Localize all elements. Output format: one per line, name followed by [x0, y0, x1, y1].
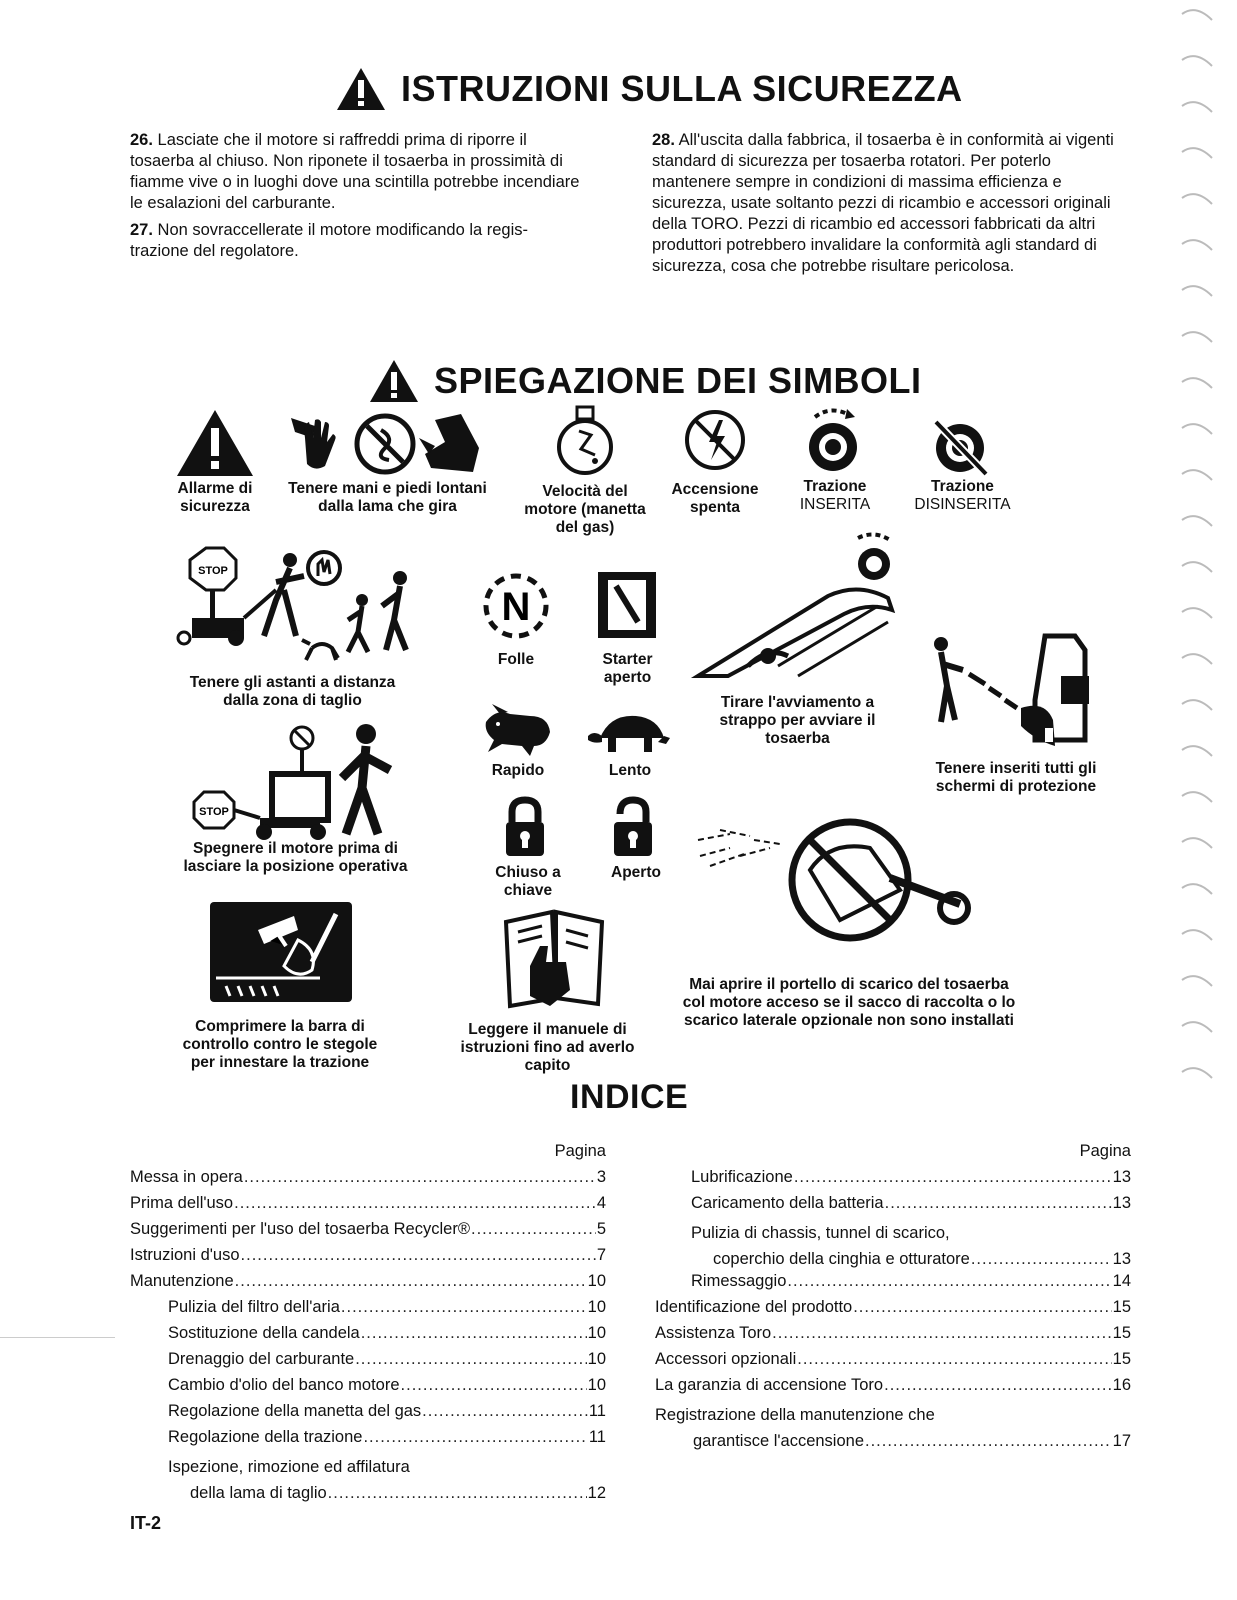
index-title: INDICE — [570, 1078, 689, 1116]
safety-item-26: 26. Lasciate che il motore si raffreddi prima di riporre il tosaerba al chiuso. Non riponete il tosaerba in prossimità di fiamme vive o in luoghi dove una scintilla potrebbe incendiare le esalazioni del carburante. — [130, 131, 580, 212]
stop-sign-text: STOP — [198, 565, 228, 577]
caption-alarm: Allarme di sicurezza — [177, 480, 253, 515]
caption-read-manual: Leggere il manuele di istruzioni fino ad averlo capito — [460, 1021, 635, 1074]
safety-item-27: 27. Non sovraccellerate il motore modificando la regis-trazione del regolatore. — [130, 221, 529, 260]
read-manual-icon — [500, 906, 610, 1010]
safety-item-28: 28. All'uscita dalla fabbrica, il tosaerba è in conformità ai vigenti standard di sicurezza per tosaerba rotatori. Per poterlo mantenere sempre in condizioni di massima efficienza e sicurezza, usate soltanto pezzi di ricambio e accessori originali della TORO. Pezzi di ricambio ed accessori fabbricati da altri produttori potrebbero invalidare la conformità agli standard di sicurezza, cosa che potrebbe risultare pericolosa. — [652, 131, 1114, 275]
toc-entry[interactable]: Messa in opera ..... 3 — [130, 1168, 606, 1194]
toc-entry[interactable]: Rimessaggio ..... 14 — [655, 1272, 1131, 1298]
toc-entry[interactable]: Prima dell'uso ..... 4 — [130, 1194, 606, 1220]
caption-stop-engine: Spegnere il motore prima di lasciare la posizione operativa — [183, 840, 408, 875]
caption-traction-off: Trazione DISINSERITA — [914, 478, 1011, 513]
caption-ignition-off: Accensione spenta — [671, 481, 759, 516]
bystanders-icon — [172, 540, 422, 670]
caption-control-bar: Comprimere la barra di controllo contro le stegole per innestare la trazione — [182, 1018, 378, 1071]
toc-entry[interactable]: Ispezione, rimozione ed affilatura della lama di taglio ..... 12 — [130, 1454, 606, 1506]
pull-start-icon — [688, 526, 908, 686]
toc-entry[interactable]: Regolazione della manetta del gas ..... 11 — [130, 1402, 606, 1428]
toc-entry[interactable]: Lubrificazione ..... 13 — [655, 1168, 1131, 1194]
toc-entry[interactable]: Regolazione della trazione ..... 11 — [130, 1428, 606, 1454]
slow-turtle-icon — [586, 712, 672, 756]
caption-locked: Chiuso a chiave — [495, 864, 561, 899]
toc-entry[interactable]: Pulizia del filtro dell'aria ..... 10 — [130, 1298, 606, 1324]
toc-entry[interactable]: Registrazione della manutenzione che garantisce l'accensione ..... 17 — [655, 1402, 1131, 1454]
caption-hands-feet: Tenere mani e piedi lontani dalla lama che gira — [288, 480, 487, 515]
safety-col-left — [130, 130, 580, 262]
stop-sign-text: STOP — [199, 806, 229, 818]
caption-bystanders: Tenere gli astanti a distanza dalla zona di taglio — [189, 674, 396, 709]
toc-entry[interactable]: Assistenza Toro ..... 15 — [655, 1324, 1131, 1350]
engine-speed-icon — [555, 405, 615, 477]
neutral-letter: N — [501, 585, 531, 629]
toc-entry[interactable]: Suggerimenti per l'uso del tosaerba Recycler® ..... 5 — [130, 1220, 606, 1246]
neutral-icon — [480, 568, 552, 644]
symbols-title: SPIEGAZIONE DEI SIMBOLI — [368, 358, 922, 404]
toc-entry[interactable]: Caricamento della batteria ..... 13 — [655, 1194, 1131, 1220]
traction-disengaged-icon — [928, 418, 992, 478]
caption-neutral: Folle — [497, 651, 535, 668]
page-number: IT-2 — [130, 1513, 162, 1533]
ignition-off-icon — [683, 408, 747, 472]
control-bar-icon — [208, 900, 354, 1004]
caption-shields: Tenere inseriti tutti gli schermi di protezione — [935, 760, 1097, 795]
toc-entry[interactable]: Pulizia di chassis, tunnel di scarico, coperchio della cinghia e otturatore ..... 13 — [655, 1220, 1131, 1272]
fast-rabbit-icon — [480, 702, 556, 758]
discharge-door-icon — [690, 800, 990, 962]
caption-discharge: Mai aprire il portello di scarico del tosaerba col motore acceso se il sacco di raccolta o lo scarico laterale opzionale non sono installati — [682, 976, 1016, 1029]
page-edge-line — [0, 1337, 115, 1338]
stop-engine-leave-icon — [190, 722, 410, 844]
toc-left — [130, 1142, 606, 1506]
toc-entry[interactable]: Identificazione del prodotto ..... 15 — [655, 1298, 1131, 1324]
caption-engine-speed: Velocità del motore (manetta del gas) — [524, 483, 646, 536]
caption-slow: Lento — [608, 762, 652, 779]
choke-open-icon — [596, 570, 658, 640]
warning-triangle-icon — [335, 66, 387, 112]
toc-entry[interactable]: Manutenzione ..... 10 — [130, 1272, 606, 1298]
toc-entry[interactable]: Accessori opzionali ..... 15 — [655, 1350, 1131, 1376]
toc-entry[interactable]: Sostituzione della candela ..... 10 — [130, 1324, 606, 1350]
locked-icon — [502, 796, 548, 860]
caption-choke: Starter aperto — [602, 651, 653, 686]
toc-entry[interactable]: La garanzia di accensione Toro ..... 16 — [655, 1376, 1131, 1402]
shields-icon — [925, 630, 1105, 755]
safety-title: ISTRUZIONI SULLA SICUREZZA — [335, 66, 963, 112]
traction-engaged-icon — [803, 405, 863, 475]
hands-feet-blade-icon — [285, 408, 485, 478]
unlocked-icon — [610, 796, 656, 860]
caption-fast: Rapido — [491, 762, 545, 779]
toc-entry[interactable]: Istruzioni d'uso ..... 7 — [130, 1246, 606, 1272]
toc-right — [655, 1142, 1131, 1454]
safety-col-right — [652, 130, 1122, 277]
warning-triangle-icon — [368, 358, 420, 404]
toc-entry[interactable]: Drenaggio del carburante ..... 10 — [130, 1350, 606, 1376]
toc-entry[interactable]: Cambio d'olio del banco motore ..... 10 — [130, 1376, 606, 1402]
caption-traction-on: Trazione INSERITA — [799, 478, 871, 513]
binder-rings — [1170, 0, 1237, 1600]
caption-unlocked: Aperto — [611, 864, 661, 881]
safety-alert-icon — [175, 408, 255, 478]
toc-page-header: Pagina — [554, 1142, 606, 1160]
caption-pull-start: Tirare l'avviamento a strappo per avviare il tosaerba — [719, 694, 876, 747]
toc-page-header: Pagina — [1079, 1142, 1131, 1160]
